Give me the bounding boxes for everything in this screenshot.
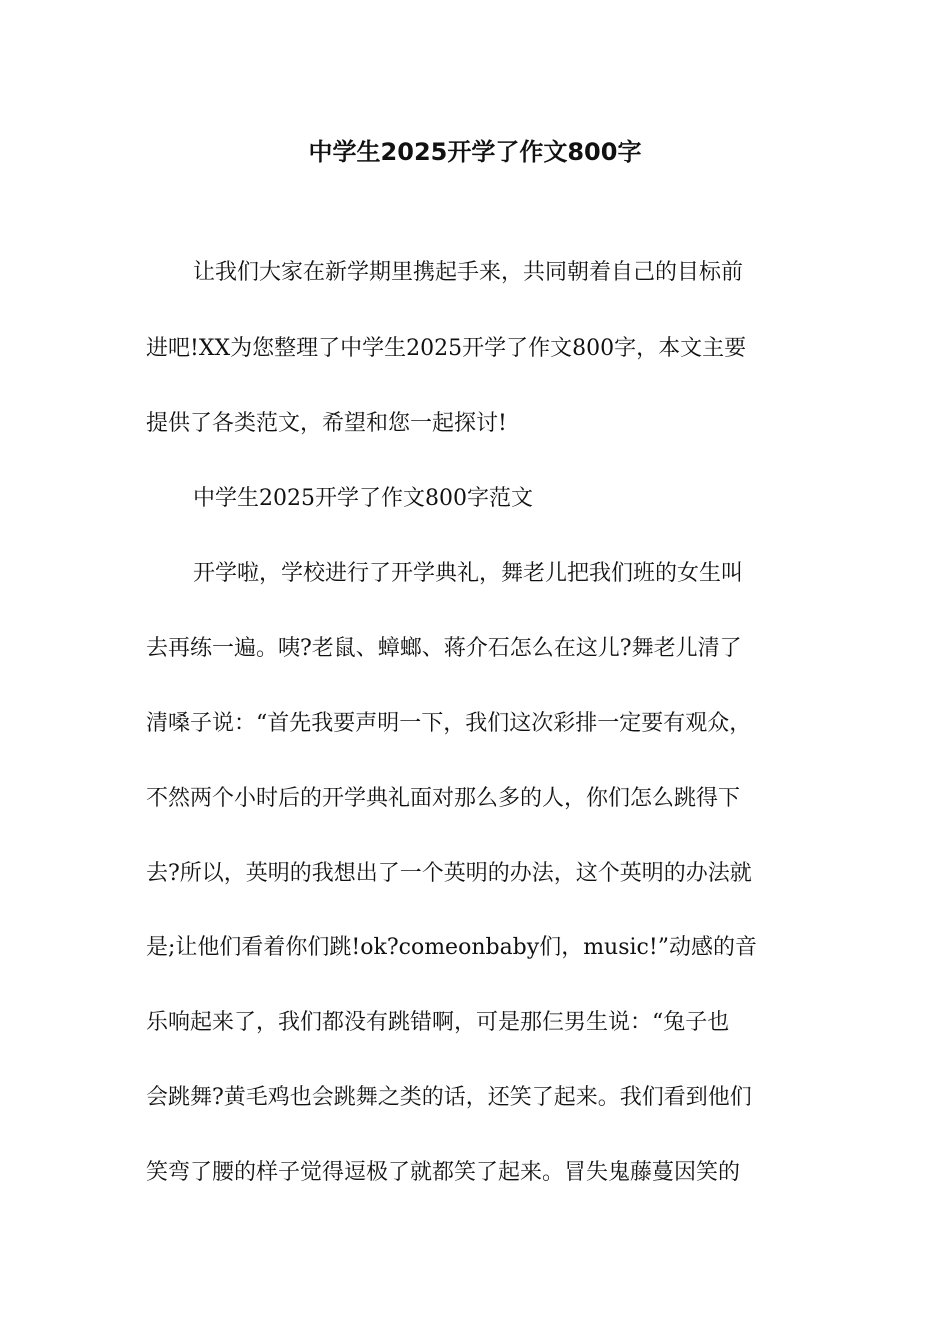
paragraph-line: 笑弯了腰的样子觉得逗极了就都笑了起来。冒失鬼藤蔓因笑的 [146,1160,741,1185]
paragraph-line: 开学啦，学校进行了开学典礼，舞老儿把我们班的女生叫 [193,561,744,586]
paragraph-line: 提供了各类范文，希望和您一起探讨! [146,411,507,436]
paragraph-line: 会跳舞?黄毛鸡也会跳舞之类的话，还笑了起来。我们看到他们 [146,1085,752,1110]
document-title: 中学生2025开学了作文800字 [308,138,642,166]
paragraph-line: 让我们大家在新学期里携起手来，共同朝着自己的目标前 [193,260,744,285]
paragraph-line: 是;让他们看着你们跳!ok?comeonbaby们，music!”动感的音 [146,935,757,960]
paragraph-line: 进吧!XX为您整理了中学生2025开学了作文800字，本文主要 [146,336,747,361]
paragraph-line: 乐响起来了，我们都没有跳错啊，可是那仨男生说：“兔子也 [146,1010,730,1035]
section-heading: 中学生2025开学了作文800字范文 [193,486,533,511]
paragraph-line: 去再练一遍。咦?老鼠、蟑螂、蒋介石怎么在这儿?舞老儿清了 [146,636,742,661]
paragraph-line: 不然两个小时后的开学典礼面对那么多的人，你们怎么跳得下 [146,786,741,811]
paragraph-line: 清嗓子说：“首先我要声明一下，我们这次彩排一定要有观众， [146,711,752,736]
paragraph-line: 去?所以，英明的我想出了一个英明的办法，这个英明的办法就 [146,861,752,886]
